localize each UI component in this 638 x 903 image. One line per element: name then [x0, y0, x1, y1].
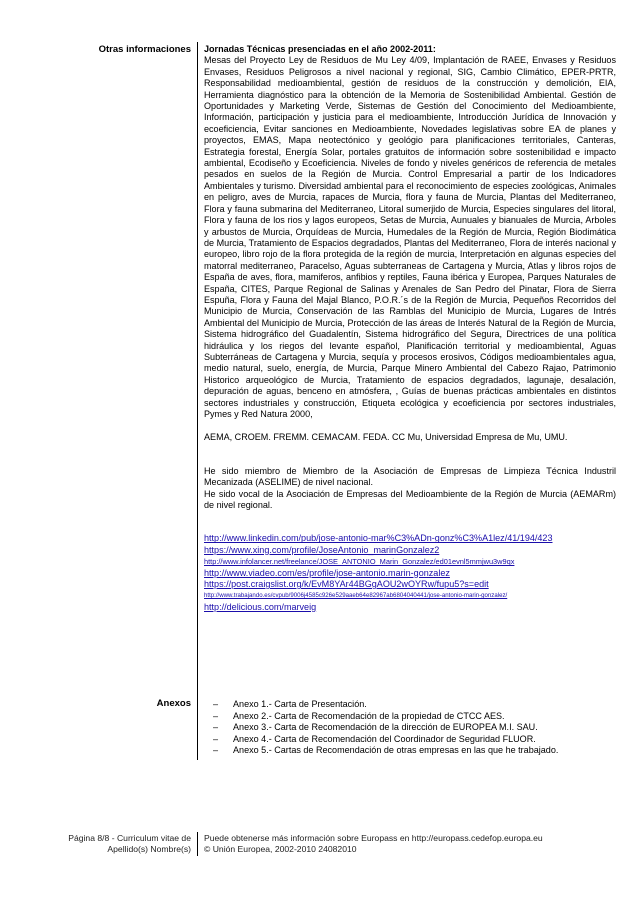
otras-informaciones-label: Otras informaciones: [98, 44, 191, 55]
list-item: – Anexo 3.- Carta de Recomendación de la dirección de EUROPEA M.I. SAU.: [204, 722, 616, 734]
trabajando-link[interactable]: http://www.trabajando.es/cvpub/9006j4585c926e529aaeb64e82967ab6804040441/jose-antonio-marin-gonzalez/: [204, 592, 508, 600]
footer-copyright: © Unión Europea, 2002-2010 24082010: [204, 844, 357, 854]
aemarm-membership: He sido vocal de la Asociación de Empresas del Medioambiente de la Región de Murcia (AEMARm) de nivel regional.: [204, 488, 616, 511]
footer-divider: [197, 832, 198, 856]
otras-informaciones-content: [204, 44, 616, 613]
xing-link[interactable]: https://www.xing.com/profile/JoseAntonio_marinGonzalez2: [204, 544, 440, 555]
footer-page-info: [30, 833, 191, 855]
section-divider: [197, 42, 198, 760]
associations-text: AEMA, CROEM. FREMM. CEMACAM. FEDA. CC Mu, Universidad Empresa de Mu, UMU.: [204, 432, 568, 443]
footer-page-number: Página 8/8 - Curriculum vitae de: [68, 833, 191, 843]
footer-europass-info: [204, 833, 614, 855]
jornadas-paragraph: Mesas del Proyecto Ley de Residuos de Mu Ley 4/09, Implantación de RAEE, Envases y Residuos Envases, Residuos Peligrosos a nivel nacional y regional, SIG, Cambio Climático, EPER-PRTR, Responsabilidad medioambiental, gestión de residuos de la construcción y demolición, EIA, Herramienta diagnóstico para la obtención de la Memoria de Sostenibilidad Ambiental. Gestión de Oportunidades y Marketing Verde, Sistemas de Gestión del Conocimiento del Medioambiente, Información, participación y justicia para el medioambiente, Introducción Jurídica de Innovación y ecoeficiencia, Evitar sanciones en Medioambiente, Novedades legislativas sobre EA de planes y proyectos, EMAS, Mapa neotectónico y geológio para planificaciones territoriales, Canteras, Estrategia forestal, Energía Solar, portales gratuitos de información sobre sostenibilidad e impacto ambiental, Ecodiseño y Ecoeficiencia. Niveles de fondo y niveles genéricos de referencia de metales pesados en suelos de la Región de Murcia. Control Empresarial a partir de los Indicadores Ambientales y turismo. Diversidad ambiental para el reconocimiento de especies zoológicas, Animales en peligro, aves de Murcia, rapaces de Murcia, flora y fauna de Murcia, Plantas del Mediterraneo, Flora y fauna submarina del Mediterraneo, Litoral sumerjido de Murcia, Especies singulares del litoral, Flora y fauna de los rios y lagos europeos, Setas de Murcia, Aunuales y bianuales de Murcia, Arboles y arbustos de Murcia, Orquídeas de Murcia, Humedales de la Región de Murcia, Región Biodimática de Murcia, Tratamiento de Espacios degradados, Plantas del Mediterraneo, Flora de interés nacional y europeo, libro rojo de la flora protegida de la región de murcia, Interpretación en algunas especies del matorral mediterraneo, Paracelso, Aguas subterraneas de Cartagena y Murcia, Atlas y libros rojos de España de aves, flora, mamiferos, anfibios y reptiles, Fauna ibérica y Europea, Parques Naturales de España, CITES, Parque Regional de Salinas y Arenales de San Pedro del Pinatar, Flora de Sierra Espuña, Flora y Fauna del Majal Blanco, P.O.R.´s de la Región de Murcia, Pequeños Recorridos del Municipio de Murcia, Conservación de las Ramblas del Municipio de Murcia, Lugares de Intrés Ambiental del Municipio de Murcia, Protección de las áreas de Interés Natural de la Región de Murcia, Sistema hidrográfico del Guadalentín, Sistema hidrográfico del Segura, Directrices de una política hidráulica y los riegos del levante español, Planificación territorial y medioambiental, Aguas Subterráneas de Cartagena y Murcia, sequía y procesos erosivos, Códigos medioambientales agua, medio natural, suelo, energía, de Murcia, Parque Minero Ambiental del Cabezo Rajao, Patrimonio Historico arqueológico de Murcia, Tratamiento de espacios degradados, lagunaje, desalación, depuración de aguas, benceno en atmósfera, , Guías de buenas prácticas ambientales en distintos sectores industriales y construcción, Etiqueta ecológica y ecoeficiencia por sectores industriales, Pymes y Red Natura 2000,: [204, 55, 616, 419]
viadeo-link[interactable]: http://www.viadeo.com/es/profile/jose-antonio.marin-gonzalez: [204, 567, 450, 578]
list-item: – Anexo 2.- Carta de Recomendación de la propiedad de CTCC AES.: [204, 711, 616, 723]
aselime-membership: He sido miembro de Miembro de la Asociación de Empresas de Limpieza Técnica Industril Mecanizada (ASELIME) de nivel nacional.: [204, 465, 616, 488]
infolancer-link[interactable]: http://www.infolancer.net/freelance/JOSE_ANTONIO_Marin_Gonzalez/ed01evnl5mmjwu3w9qx: [204, 557, 515, 567]
anexos-list: [204, 699, 616, 757]
footer-name: Apellido(s) Nombre(s): [107, 844, 191, 854]
delicious-link[interactable]: http://delicious.com/marveig: [204, 601, 317, 612]
linkedin-link[interactable]: http://www.linkedin.com/pub/jose-antonio-mar%C3%ADn-gonz%C3%A1lez/41/194/423: [204, 533, 553, 544]
list-item: – Anexo 4.- Carta de Recomendación del Coordinador de Seguridad FLUOR.: [204, 734, 616, 746]
jornadas-heading: Jornadas Técnicas presenciadas en el año 2002-2011:: [204, 44, 436, 54]
footer-more-info: Puede obtenerse más información sobre Europass en http://europass.cedefop.europa.eu: [204, 833, 543, 843]
anexos-label: Anexos: [156, 698, 191, 709]
anexos-content: [204, 699, 616, 757]
list-item: – Anexo 5.- Cartas de Recomendación de otras empresas en las que he trabajado.: [204, 745, 616, 757]
list-item: – Anexo 1.- Carta de Presentación.: [204, 699, 616, 711]
craigslist-link[interactable]: https://post.craigslist.org/k/EvM8YAr44BGgAOU2wOYRw/fupu5?s=edit: [204, 579, 489, 590]
